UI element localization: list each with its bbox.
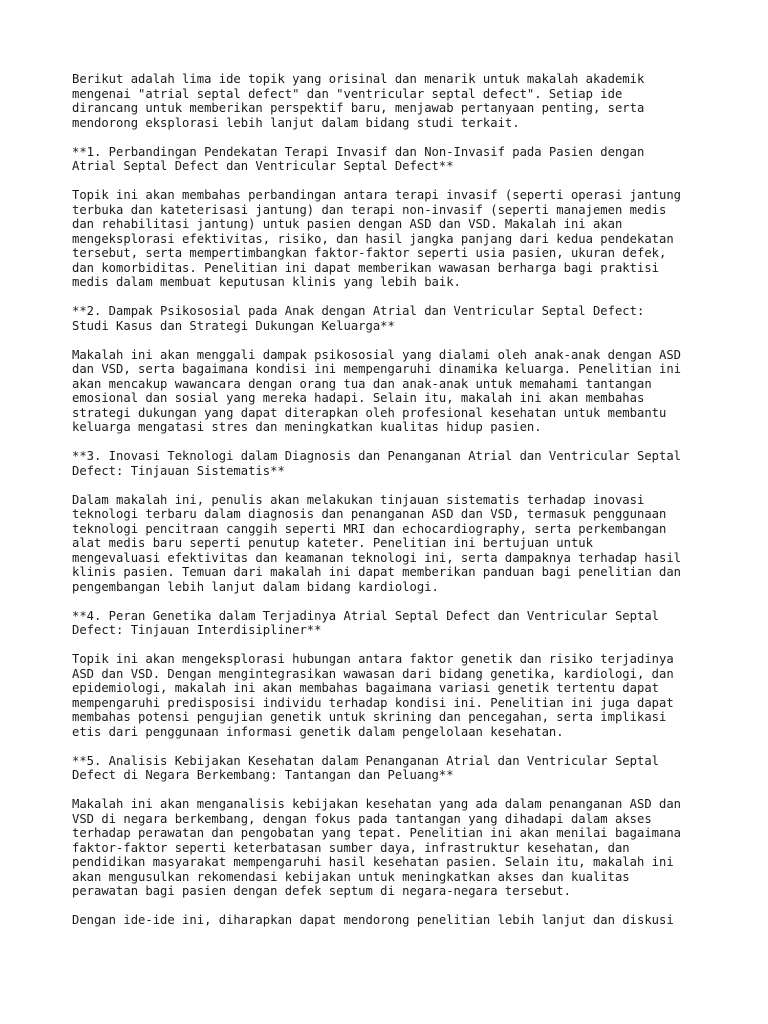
- document-page: [72, 72, 712, 942]
- topic-3-body: Dalam makalah ini, penulis akan melakukan tinjauan sistematis terhadap inovasi teknologi terbaru dalam diagnosis dan penanganan ASD dan VSD, termasuk penggunaan teknologi pencitraan canggih seperti MRI dan echocardiography, serta perkembangan alat medis baru seperti penutup kateter. Penelitian ini bertujuan untuk mengevaluasi efektivitas dan keamanan teknologi ini, serta dampaknya terhadap hasil klinis pasien. Temuan dari makalah ini dapat memberikan panduan bagi penelitian dan pengembangan lebih lanjut dalam bidang kardiologi.: [72, 492, 682, 594]
- topic-5-heading: **5. Analisis Kebijakan Kesehatan dalam Penanganan Atrial dan Ventricular Septal Defect di Negara Berkembang: Tantangan dan Peluang**: [72, 753, 659, 782]
- topic-2-body: Makalah ini akan menggali dampak psikososial yang dialami oleh anak-anak dengan ASD dan VSD, serta bagaimana kondisi ini mempengaruhi dinamika keluarga. Penelitian ini akan mencakup wawancara dengan orang tua dan anak-anak untuk memahami tantangan emosional dan sosial yang mereka hadapi. Selain itu, makalah ini akan membahas strategi dukungan yang dapat diterapkan oleh profesional kesehatan untuk membantu keluarga mengatasi stres dan meningkatkan kualitas hidup pasien.: [72, 347, 682, 434]
- topic-1-body: Topik ini akan membahas perbandingan antara terapi invasif (seperti operasi jantung terbuka dan kateterisasi jantung) dan terapi non-invasif (seperti manajemen medis dan rehabilitasi jantung) untuk pasien dengan ASD dan VSD. Makalah ini akan mengeksplorasi efektivitas, risiko, dan hasil jangka panjang dari kedua pendekatan tersebut, serta mempertimbangkan faktor-faktor seperti usia pasien, ukuran defek, dan komorbiditas. Penelitian ini dapat memberikan wawasan berharga bagi praktisi medis dalam membuat keputusan klinis yang lebih baik.: [72, 188, 682, 289]
- topic-5-body: Makalah ini akan menganalisis kebijakan kesehatan yang ada dalam penanganan ASD dan VSD di negara berkembang, dengan fokus pada tantangan yang dihadapi dalam akses terhadap perawatan dan pengobatan yang tepat. Penelitian ini akan menilai bagaimana faktor-faktor seperti keterbatasan sumber daya, infrastruktur kesehatan, dan pendidikan masyarakat mempengaruhi hasil kesehatan pasien. Selain itu, makalah ini akan mengusulkan rekomendasi kebijakan untuk meningkatkan akses dan kualitas perawatan bagi pasien dengan defek septum di negara-negara tersebut.: [72, 797, 682, 898]
- topic-1-heading: **1. Perbandingan Pendekatan Terapi Invasif dan Non-Invasif pada Pasien dengan Atrial Septal Defect dan Ventricular Septal Defect**: [72, 144, 645, 173]
- topic-3-heading: **3. Inovasi Teknologi dalam Diagnosis dan Penanganan Atrial dan Ventricular Septal Defect: Tinjauan Sistematis**: [72, 449, 682, 478]
- topic-2-heading: **2. Dampak Psikososial pada Anak dengan Atrial dan Ventricular Septal Defect: Studi Kasus dan Strategi Dukungan Keluarga**: [72, 304, 645, 333]
- closing-paragraph: Dengan ide-ide ini, diharapkan dapat mendorong penelitian lebih lanjut dan diskusi: [72, 913, 674, 927]
- topic-4-body: Topik ini akan mengeksplorasi hubungan antara faktor genetik dan risiko terjadinya ASD dan VSD. Dengan mengintegrasikan wawasan dari bidang genetika, kardiologi, dan epidemiologi, makalah ini akan membahas bagaimana variasi genetik tertentu dapat mempengaruhi predisposisi individu terhadap kondisi ini. Penelitian ini juga dapat membahas potensi pengujian genetik untuk skrining dan pencegahan, serta implikasi etis dari penggunaan informasi genetik dalam pengelolaan kesehatan.: [72, 652, 674, 739]
- topic-4-heading: **4. Peran Genetika dalam Terjadinya Atrial Septal Defect dan Ventricular Septal Defect: Tinjauan Interdisipliner**: [72, 608, 659, 637]
- intro-paragraph: Berikut adalah lima ide topik yang orisinal dan menarik untuk makalah akademik mengenai "atrial septal defect" dan "ventricular septal defect". Setiap ide dirancang untuk memberikan perspektif baru, menjawab pertanyaan penting, serta mendorong eksplorasi lebih lanjut dalam bidang studi terkait.: [72, 72, 645, 130]
